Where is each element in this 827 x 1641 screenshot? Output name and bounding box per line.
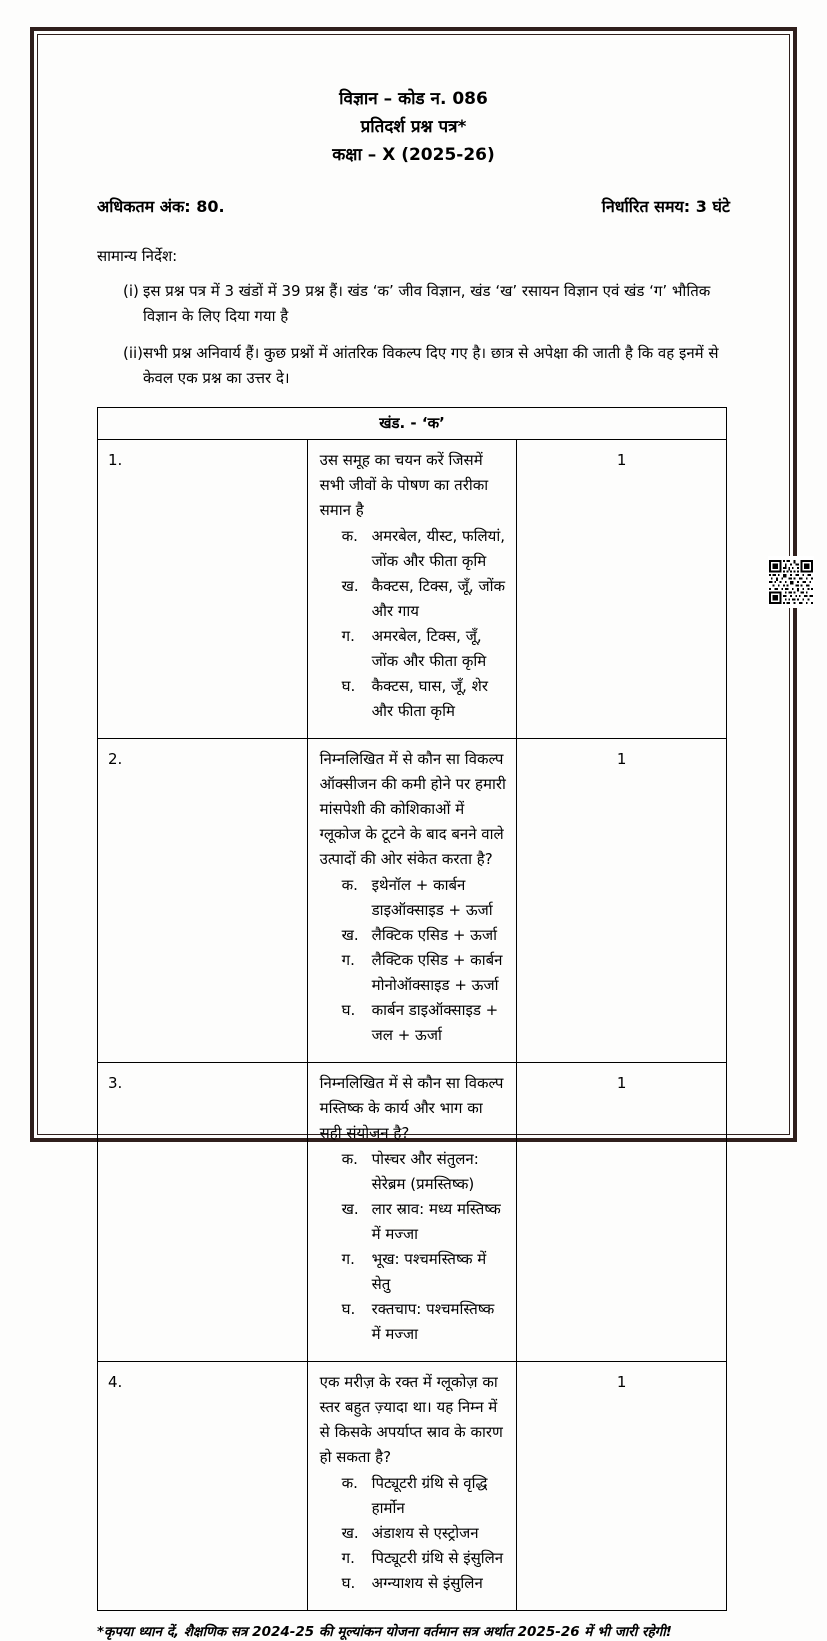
option bbox=[342, 998, 507, 1048]
instructions-heading: सामान्य निर्देश: bbox=[97, 247, 178, 265]
question-body bbox=[307, 739, 517, 1063]
question-body bbox=[307, 1063, 517, 1362]
question-body bbox=[307, 1362, 517, 1611]
option bbox=[342, 574, 507, 624]
time-allotted: निर्धारित समय: 3 घंटे bbox=[601, 197, 730, 216]
footer-note: *कृपया ध्यान दें, शैक्षणिक सत्र 2024-25 की मूल्यांकन योजना वर्तमान सत्र अर्थात 2025-26 में भी जारी रहेगी! bbox=[97, 1624, 672, 1640]
options-list bbox=[342, 1471, 507, 1596]
option-text: इथेनॉल + कार्बन डाइऑक्साइड + ऊर्जा bbox=[371, 876, 493, 919]
option bbox=[342, 524, 507, 574]
option-label: ख. bbox=[341, 577, 359, 595]
section-header-row bbox=[98, 408, 727, 440]
option-text: लार स्राव: मध्य मस्तिष्क में मज्जा bbox=[371, 1200, 501, 1243]
option-text: लैक्टिक एसिड + कार्बन मोनोऑक्साइड + ऊर्जा bbox=[371, 951, 503, 994]
option-text: भूख: पश्चमस्तिष्क में सेतु bbox=[371, 1250, 487, 1293]
question-text: निम्नलिखित में से कौन सा विकल्प ऑक्सीजन की कमी होने पर हमारी मांसपेशी की कोशिकाओं में ग्लूकोज के टूटने के बाद बनने वाले उत्पादों की ओर संकेत करता है? bbox=[319, 750, 506, 868]
option-label: क. bbox=[341, 527, 358, 545]
option bbox=[342, 1546, 507, 1571]
question-row-2 bbox=[98, 739, 727, 1063]
page-content bbox=[97, 85, 730, 1641]
option-label: क. bbox=[341, 1474, 358, 1492]
question-marks: 1 bbox=[517, 1063, 727, 1362]
option-text: रक्तचाप: पश्चमस्तिष्क में मज्जा bbox=[371, 1300, 495, 1343]
option-label: ग. bbox=[341, 1549, 355, 1567]
question-marks: 1 bbox=[517, 1362, 727, 1611]
question-number: 4. bbox=[98, 1362, 308, 1611]
option-label: ख. bbox=[341, 926, 359, 944]
question-number: 2. bbox=[98, 739, 308, 1063]
instruction-item bbox=[97, 341, 730, 391]
question-row-4 bbox=[98, 1362, 727, 1611]
options-list bbox=[342, 524, 507, 724]
option bbox=[342, 1471, 507, 1521]
option-label: ग. bbox=[341, 1250, 355, 1268]
option bbox=[342, 948, 507, 998]
option-label: ग. bbox=[341, 627, 355, 645]
options-list bbox=[342, 1147, 507, 1347]
option-text: कैक्टस, घास, जूँ, शेर और फीता कृमि bbox=[371, 677, 489, 720]
title-block bbox=[97, 85, 730, 169]
question-body bbox=[307, 440, 517, 739]
option-label: घ. bbox=[341, 677, 356, 695]
option-text: अमरबेल, टिक्स, जूँ, जोंक और फीता कृमि bbox=[371, 627, 487, 670]
option bbox=[342, 1297, 507, 1347]
option-text: कार्बन डाइऑक्साइड + जल + ऊर्जा bbox=[371, 1001, 499, 1044]
option bbox=[342, 624, 507, 674]
question-text: निम्नलिखित में से कौन सा विकल्प मस्तिष्क के कार्य और भाग का सही संयोजन है? bbox=[319, 1074, 504, 1142]
paper-subtitle: प्रतिदर्श प्रश्न पत्र* bbox=[360, 117, 467, 137]
option-text: पिट्यूटरी ग्रंथि से वृद्धि हार्मोन bbox=[371, 1474, 488, 1517]
option bbox=[342, 1521, 507, 1546]
question-marks: 1 bbox=[517, 739, 727, 1063]
question-row-3 bbox=[98, 1063, 727, 1362]
option-text: अंडाशय से एस्ट्रोजन bbox=[371, 1524, 479, 1542]
instruction-number: (i) bbox=[123, 282, 139, 300]
general-instructions bbox=[97, 245, 730, 391]
question-text: एक मरीज़ के रक्त में ग्लूकोज़ का स्तर बहुत ज़्यादा था। यह निम्न में से किसके अपर्याप्त स्राव के कारण हो सकता है? bbox=[319, 1373, 503, 1466]
option-label: घ. bbox=[341, 1300, 356, 1318]
qr-code-icon bbox=[768, 556, 814, 608]
paper-title: विज्ञान – कोड न. 086 bbox=[339, 89, 488, 109]
instruction-text: इस प्रश्न पत्र में 3 खंडों में 39 प्रश्न हैं। खंड ‘क’ जीव विज्ञान, खंड ‘ख’ रसायन विज्ञान एवं खंड ‘ग’ भौतिक विज्ञान के लिए दिया गया है bbox=[143, 282, 711, 325]
meta-row bbox=[97, 195, 730, 217]
option-text: अमरबेल, यीस्ट, फलियां, जोंक और फीता कृमि bbox=[371, 527, 505, 570]
question-table bbox=[97, 407, 727, 1611]
option-label: क. bbox=[341, 876, 358, 894]
option-text: लैक्टिक एसिड + ऊर्जा bbox=[371, 926, 497, 944]
option bbox=[342, 1147, 507, 1197]
option-label: घ. bbox=[341, 1001, 356, 1019]
max-marks: अधिकतम अंक: 80. bbox=[97, 197, 225, 216]
question-row-1 bbox=[98, 440, 727, 739]
option-label: ख. bbox=[341, 1524, 359, 1542]
instruction-number: (ii) bbox=[123, 344, 144, 362]
option-label: ख. bbox=[341, 1200, 359, 1218]
option bbox=[342, 923, 507, 948]
instruction-item bbox=[97, 279, 730, 329]
instruction-text: सभी प्रश्न अनिवार्य हैं। कुछ प्रश्नों में आंतरिक विकल्प दिए गए है। छात्र से अपेक्षा की जाती है कि वह इनमें से केवल एक प्रश्न का उत्तर दे। bbox=[143, 344, 719, 387]
option bbox=[342, 1247, 507, 1297]
option bbox=[342, 674, 507, 724]
question-marks: 1 bbox=[517, 440, 727, 739]
option-label: घ. bbox=[341, 1574, 356, 1592]
paper-class-line: कक्षा – X (2025-26) bbox=[332, 145, 495, 165]
option-text: पिट्यूटरी ग्रंथि से इंसुलिन bbox=[371, 1549, 504, 1567]
section-header: खंड. - ‘क’ bbox=[98, 408, 727, 440]
option-label: ग. bbox=[341, 951, 355, 969]
option bbox=[342, 1197, 507, 1247]
question-text: उस समूह का चयन करें जिसमें सभी जीवों के पोषण का तरीका समान है bbox=[319, 451, 489, 519]
question-number: 3. bbox=[98, 1063, 308, 1362]
option bbox=[342, 873, 507, 923]
options-list bbox=[342, 873, 507, 1048]
option-text: कैक्टस, टिक्स, जूँ, जोंक और गाय bbox=[371, 577, 505, 620]
option-text: पोस्चर और संतुलन: सेरेब्रम (प्रमस्तिष्क) bbox=[371, 1150, 479, 1193]
qr-code-glyph bbox=[769, 560, 813, 604]
question-number: 1. bbox=[98, 440, 308, 739]
option-label: क. bbox=[341, 1150, 358, 1168]
option-text: अग्न्याशय से इंसुलिन bbox=[371, 1574, 483, 1592]
option bbox=[342, 1571, 507, 1596]
